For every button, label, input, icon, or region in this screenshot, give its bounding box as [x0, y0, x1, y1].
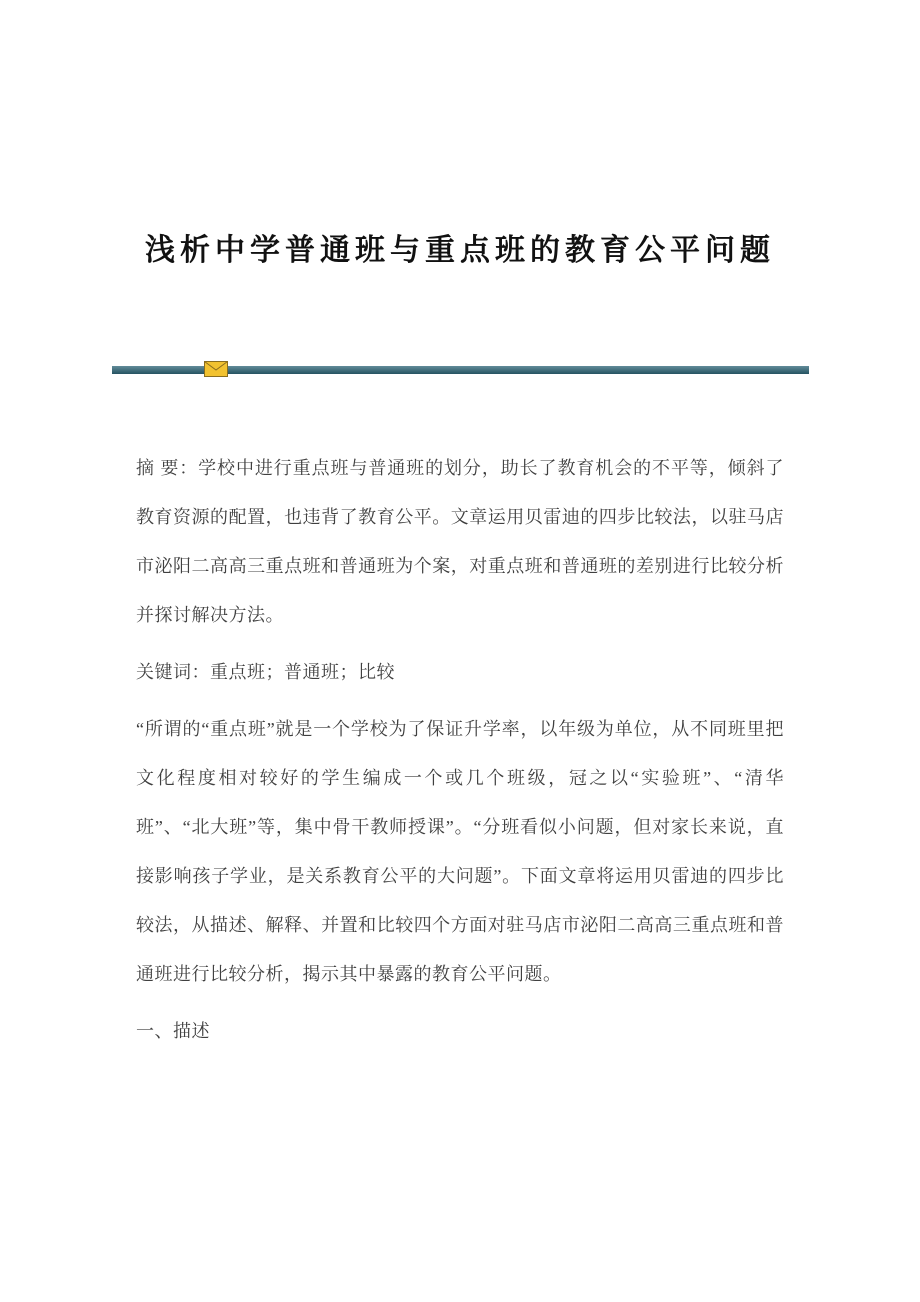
intro-paragraph: “所谓的“重点班”就是一个学校为了保证升学率，以年级为单位，从不同班里把文化程度相对较好的学生编成一个或几个班级，冠之以“实验班”、“清华班”、“北大班”等，集中骨干教师授课”。“分班看似小问题，但对家长来说，直接影响孩子学业，是关系教育公平的大问题”。下面文章将运用贝雷迪的四步比较法，从描述、解释、并置和比较四个方面对驻马店市泌阳二高高三重点班和普通班进行比较分析，揭示其中暴露的教育公平问题。: [136, 719, 784, 984]
document-body: [136, 444, 784, 1056]
section-divider: [112, 366, 809, 374]
keywords-paragraph: 关键词：重点班；普通班；比较: [136, 662, 395, 682]
document-title: 浅析中学普通班与重点班的教育公平问题: [145, 234, 775, 267]
abstract-paragraph: 摘 要：学校中进行重点班与普通班的划分，助长了教育机会的不平等，倾斜了教育资源的配置，也违背了教育公平。文章运用贝雷迪的四步比较法，以驻马店市泌阳二高高三重点班和普通班为个案，对重点班和普通班的差别进行比较分析并探讨解决方法。: [136, 458, 784, 625]
section-heading-description: 一、描述: [136, 1021, 210, 1041]
envelope-icon: [204, 361, 228, 377]
